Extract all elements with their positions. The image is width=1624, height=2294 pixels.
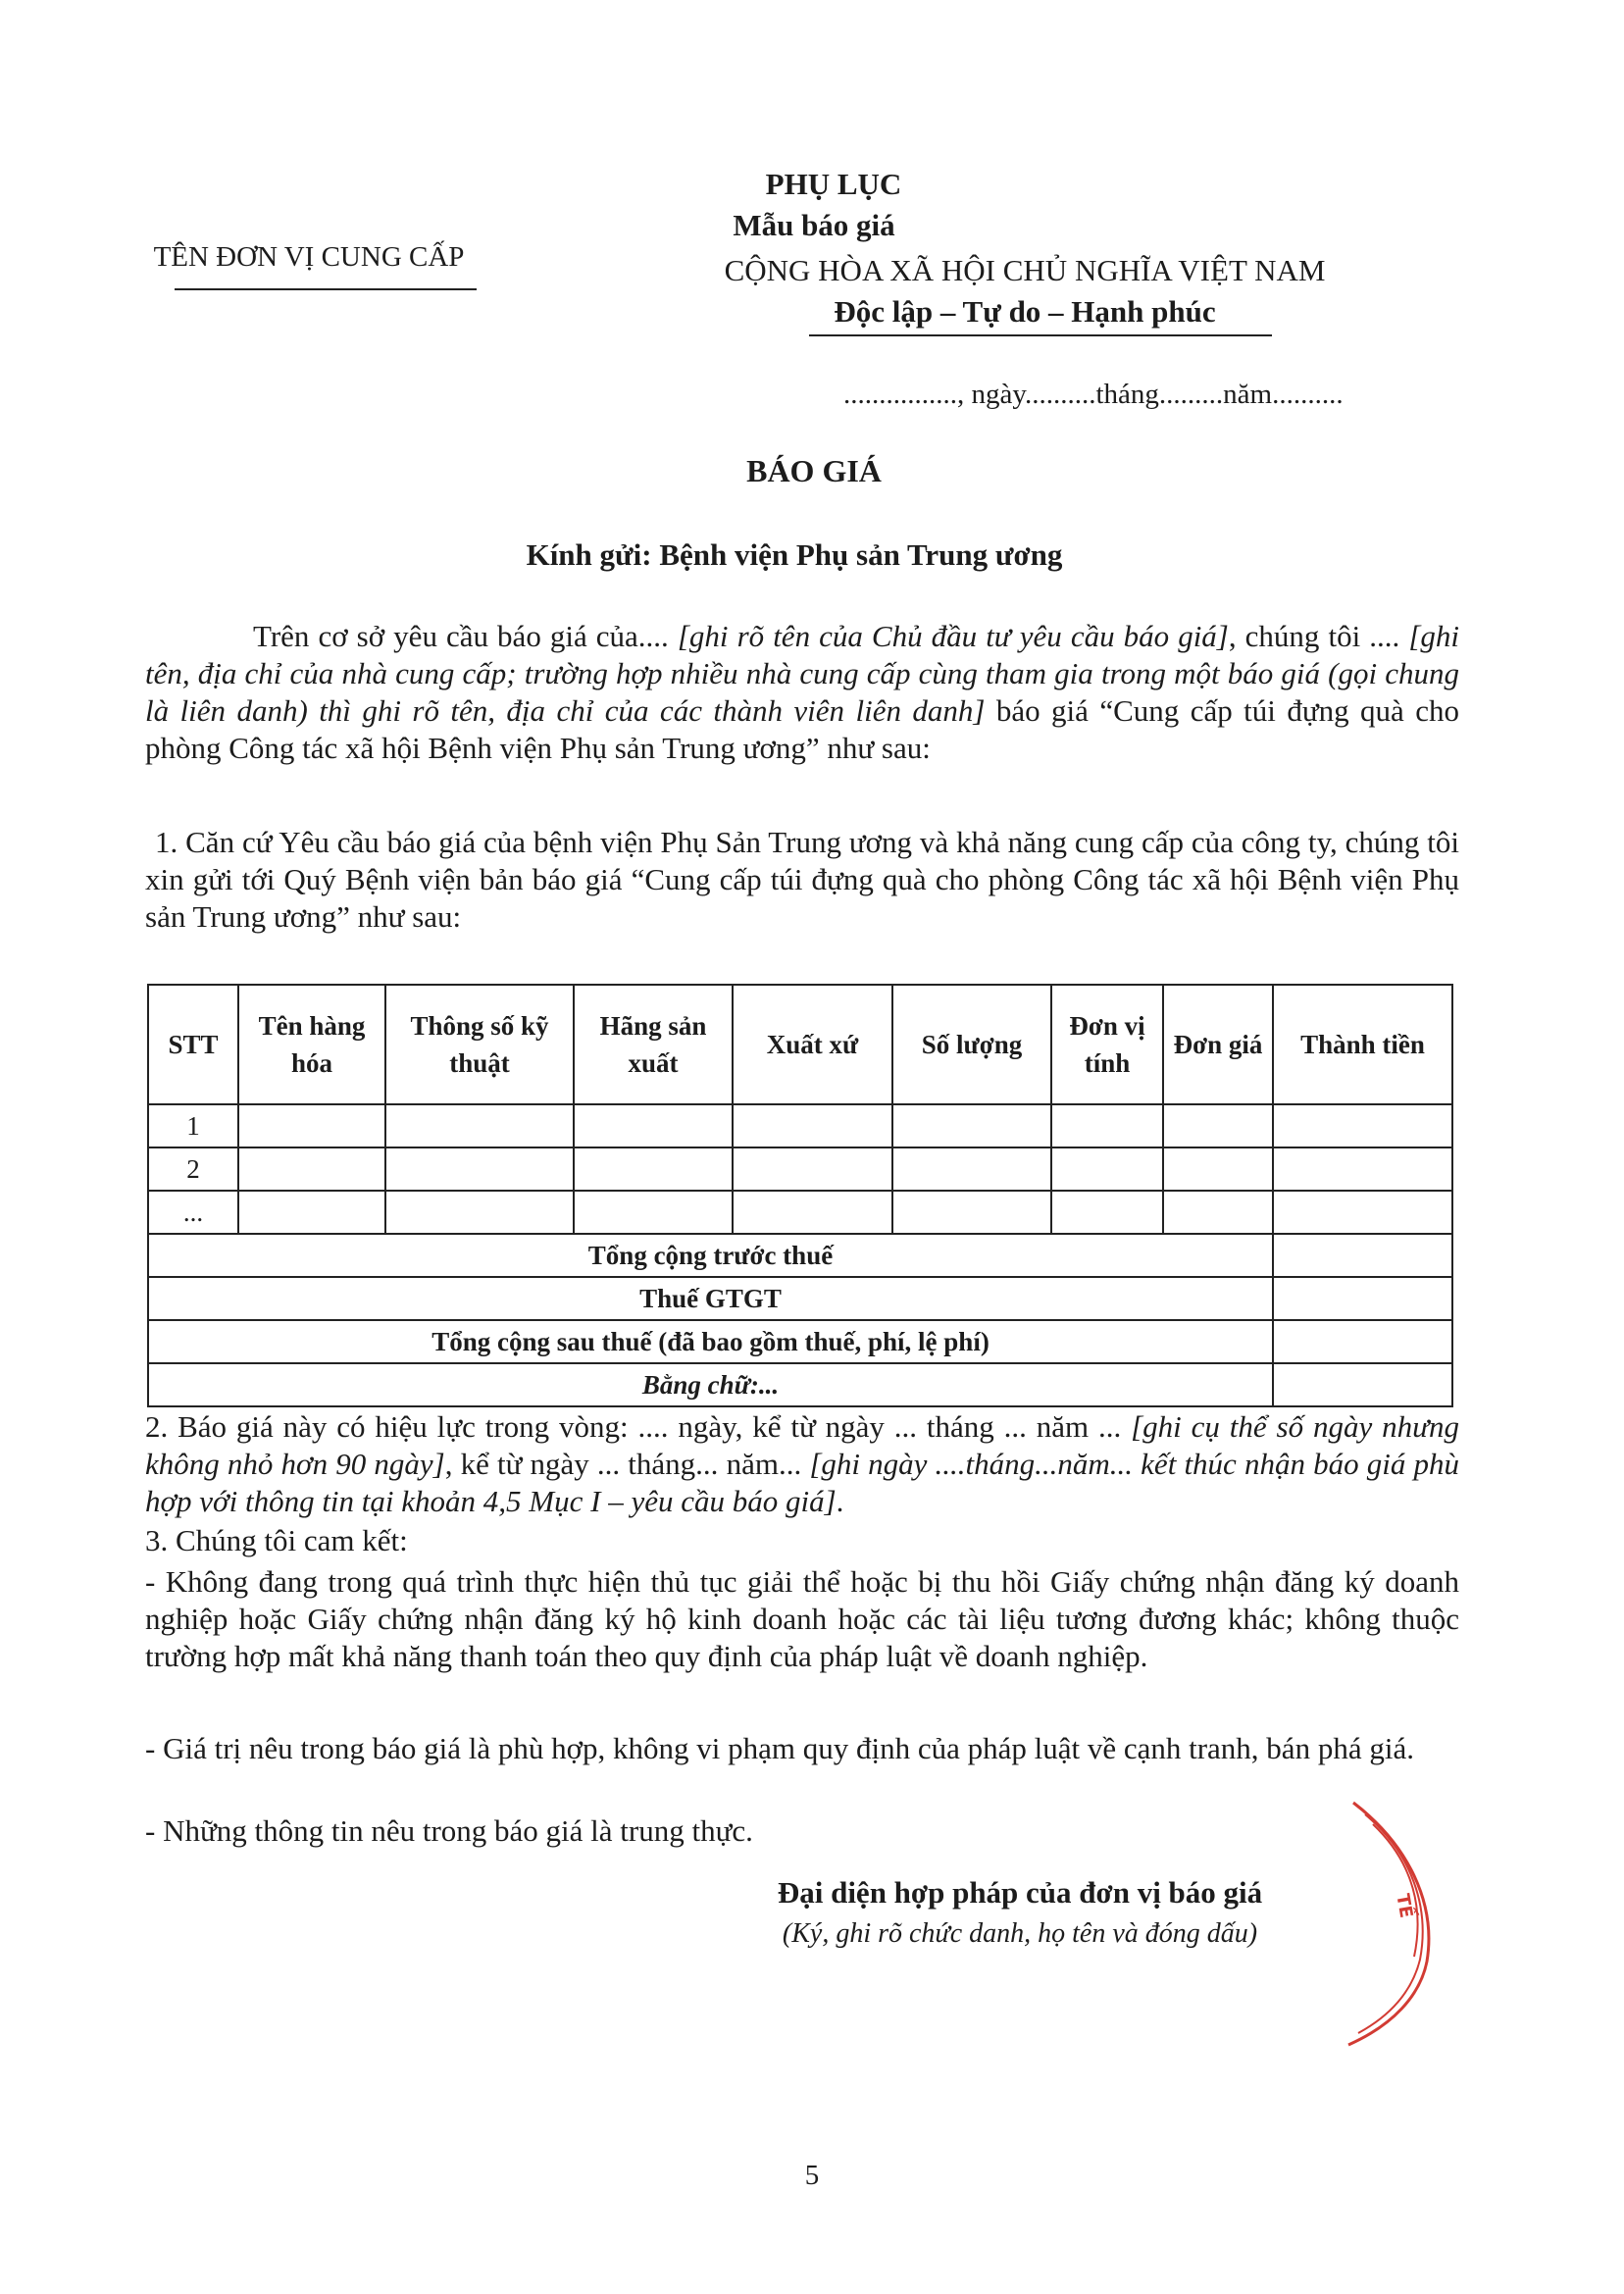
table-row	[148, 1191, 1452, 1234]
motto-underline	[809, 334, 1272, 336]
total-before-tax-label: Tổng cộng trước thuế	[148, 1234, 1273, 1277]
table-row	[148, 1104, 1452, 1147]
appendix-title: PHỤ LỤC	[765, 167, 902, 201]
intro-paragraph: Trên cơ sở yêu cầu báo giá của.... [ghi rõ tên của Chủ đầu tư yêu cầu báo giá], chúng tôi .... [ghi tên, địa chỉ của nhà cung cấp; trường hợp nhiều nhà cung cấp cùng tham gia trong một báo giá (gọi chung là liên danh) thì ghi rõ tên, địa chỉ của các thành viên liên danh] báo giá “Cung cấp túi đựng quà cho phòng Công tác xã hội Bệnh viện Phụ sản Trung ương” như sau:	[145, 619, 1459, 765]
col-header: Xuất xứ	[733, 985, 892, 1104]
col-header: Số lượng	[892, 985, 1051, 1104]
item-3-heading: 3. Chúng tôi cam kết:	[145, 1523, 408, 1557]
table-header-row	[148, 985, 1452, 1104]
motto: Độc lập – Tự do – Hạnh phúc	[834, 294, 1216, 329]
total-after-tax-label: Tổng cộng sau thuế (đã bao gồm thuế, phí, lệ phí)	[148, 1320, 1273, 1363]
total-after-tax-row	[148, 1320, 1452, 1363]
col-header: STT	[148, 985, 238, 1104]
date-line: ................, ngày..........tháng.........năm..........	[843, 379, 1344, 410]
commitment-1: - Không đang trong quá trình thực hiện thủ tục giải thể hoặc bị thu hồi Giấy chứng nhận đăng ký doanh nghiệp hoặc Giấy chứng nhận đăng ký hộ kinh doanh hoặc các tài liệu tương đương khác; không thuộc trường hợp mất khả năng thanh toán theo quy định của pháp luật về doanh nghiệp.	[145, 1564, 1459, 1673]
commitment-3: - Những thông tin nêu trong báo giá là trung thực.	[145, 1813, 753, 1848]
col-header: Thành tiền	[1273, 985, 1452, 1104]
col-header: Hãng sản xuất	[574, 985, 733, 1104]
recipient-line: Kính gửi: Bệnh viện Phụ sản Trung ương	[526, 537, 1063, 572]
in-words-row	[148, 1363, 1452, 1406]
item-2-paragraph: 2. Báo giá này có hiệu lực trong vòng: .... ngày, kể từ ngày ... tháng ... năm ... [ghi cụ thể số ngày nhưng không nhỏ hơn 90 ngày], kể từ ngày ... tháng... năm... [ghi ngày ....tháng...năm... kết thúc nhận báo giá phù hợp với thông tin tại khoản 4,5 Mục I – yêu cầu báo giá].	[145, 1409, 1459, 1518]
table-row	[148, 1147, 1452, 1191]
document-title: BÁO GIÁ	[746, 453, 882, 488]
country-name: CỘNG HÒA XÃ HỘI CHỦ NGHĨA VIỆT NAM	[724, 253, 1326, 287]
signature-title: Đại diện hợp pháp của đơn vị báo giá	[777, 1875, 1263, 1910]
col-header: Thông số kỹ thuật	[385, 985, 574, 1104]
total-before-tax-row	[148, 1234, 1452, 1277]
col-header: Tên hàng hóa	[238, 985, 385, 1104]
signature-note: (Ký, ghi rõ chức danh, họ tên và đóng dấu)	[782, 1918, 1258, 1949]
quote-table	[147, 984, 1453, 1407]
commitment-2: - Giá trị nêu trong báo giá là phù hợp, không vi phạm quy định của pháp luật về cạnh tranh, bán phá giá.	[145, 1731, 1414, 1765]
col-header: Đơn giá	[1163, 985, 1273, 1104]
row-number: ...	[148, 1191, 238, 1234]
vat-row	[148, 1277, 1452, 1320]
template-name: Mẫu báo giá	[733, 208, 895, 242]
row-number: 1	[148, 1104, 238, 1147]
in-words-label: Bằng chữ:...	[148, 1363, 1273, 1406]
supplier-name: TÊN ĐƠN VỊ CUNG CẤP	[153, 241, 465, 273]
stamp-text: TẾ	[1392, 1892, 1417, 1920]
col-header: Đơn vị tính	[1051, 985, 1163, 1104]
row-number: 2	[148, 1147, 238, 1191]
vat-label: Thuế GTGT	[148, 1277, 1273, 1320]
supplier-underline	[175, 288, 477, 290]
stamp-icon	[1334, 1795, 1451, 2050]
page-number: 5	[804, 2160, 820, 2191]
item-1-paragraph: 1. Căn cứ Yêu cầu báo giá của bệnh viện Phụ Sản Trung ương và khả năng cung cấp của công ty, chúng tôi xin gửi tới Quý Bệnh viện bản báo giá “Cung cấp túi đựng quà cho phòng Công tác xã hội Bệnh viện Phụ sản Trung ương” như sau:	[145, 825, 1459, 934]
